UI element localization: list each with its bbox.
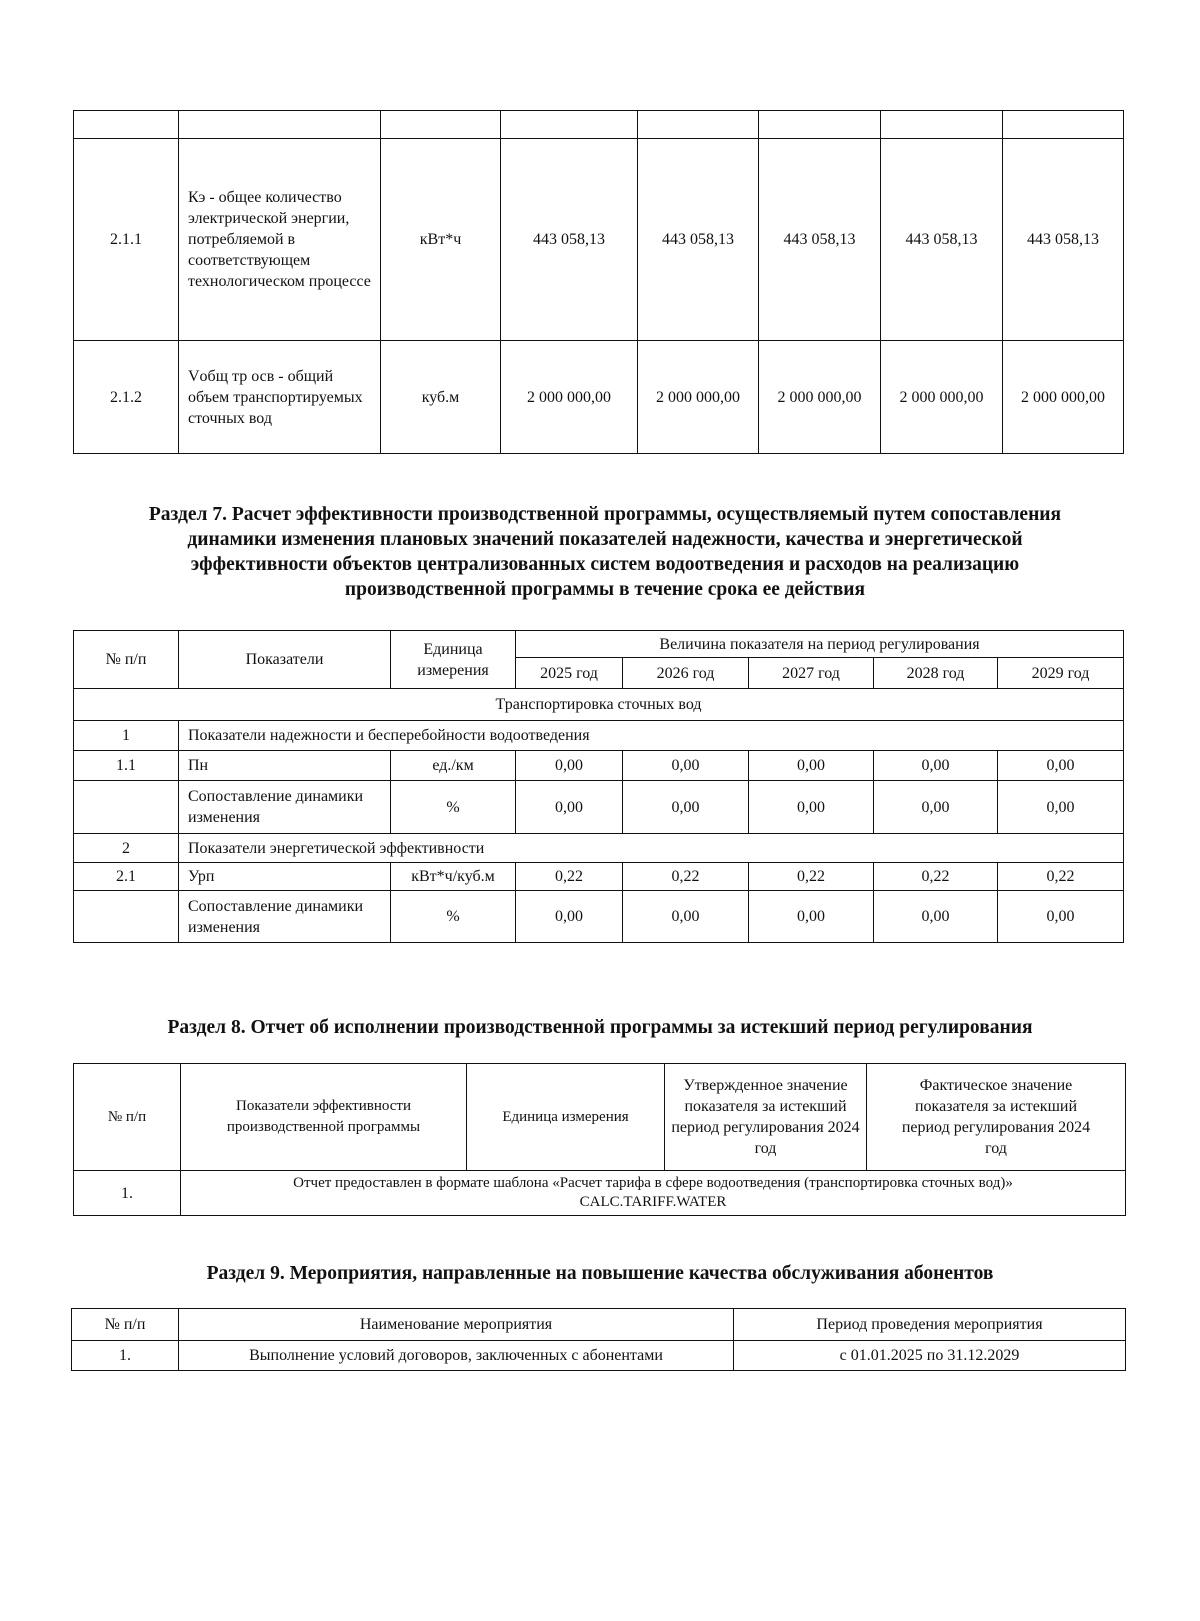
- template-code: CALC.TARIFF.WATER: [579, 1194, 727, 1210]
- unit: кВт*ч/куб.м: [391, 863, 516, 891]
- header-indicators: Показатели эффективности производственной программы: [181, 1064, 467, 1171]
- value: 2 000 000,00: [759, 341, 881, 454]
- row-number: 1: [74, 721, 179, 751]
- value: 0,22: [623, 863, 749, 891]
- header-year: 2028 год: [874, 658, 998, 689]
- table-section9: [71, 1308, 1126, 1371]
- indicator-name: Кэ - общее количество электрической энергии, потребляемой в соответствующем технологическом процессе: [179, 139, 381, 341]
- header-approved-value: Утвержденное значение показателя за истекший период регулирования 2024 год: [665, 1064, 867, 1171]
- row-number: 1.: [74, 1171, 181, 1216]
- section-name: Показатели надежности и бесперебойности водоотведения: [179, 721, 1124, 751]
- header-num: № п/п: [74, 1064, 181, 1171]
- report-text: Отчет предоставлен в формате шаблона «Расчет тарифа в сфере водоотведения (транспортировка сточных вод)»: [293, 1175, 1013, 1191]
- value: 0,00: [623, 891, 749, 943]
- row-number: [74, 891, 179, 943]
- value: 0,00: [998, 751, 1124, 781]
- header-year: 2025 год: [516, 658, 623, 689]
- unit: ед./км: [391, 751, 516, 781]
- header-num: № п/п: [72, 1309, 179, 1341]
- header-year: 2029 год: [998, 658, 1124, 689]
- value: 443 058,13: [501, 139, 638, 341]
- row-number: [74, 781, 179, 834]
- header-period: Величина показателя на период регулирования: [516, 631, 1124, 658]
- row-number: 2.1.2: [74, 341, 179, 454]
- value: 0,00: [998, 891, 1124, 943]
- indicator-name: Vобщ тр осв - общий объем транспортируемых сточных вод: [179, 341, 381, 454]
- section8-title: Раздел 8. Отчет об исполнении производственной программы за истекший период регулирования: [167, 1017, 1033, 1038]
- table-section7: [73, 630, 1124, 943]
- header-year: 2026 год: [623, 658, 749, 689]
- header-year: 2027 год: [749, 658, 874, 689]
- value: 443 058,13: [759, 139, 881, 341]
- header-row: [72, 1309, 1126, 1341]
- indicator-name: Пн: [179, 751, 391, 781]
- header-period: Период проведения мероприятия: [734, 1309, 1126, 1341]
- value: 0,00: [998, 781, 1124, 834]
- value: 0,00: [749, 781, 874, 834]
- header-unit: Единица измерения: [391, 631, 516, 689]
- value: 443 058,13: [1003, 139, 1124, 341]
- value: 443 058,13: [881, 139, 1003, 341]
- unit: куб.м: [381, 341, 501, 454]
- report-note: [181, 1171, 1126, 1216]
- section-name: Показатели энергетической эффективности: [179, 834, 1124, 863]
- unit: %: [391, 781, 516, 834]
- table-row: [74, 111, 1124, 139]
- value: 2 000 000,00: [881, 341, 1003, 454]
- value: 443 058,13: [638, 139, 759, 341]
- value: 0,00: [874, 751, 998, 781]
- row-number: 1.1: [74, 751, 179, 781]
- indicator-name: Сопоставление динамики изменения: [179, 891, 391, 943]
- value: 0,00: [874, 781, 998, 834]
- table-row: [74, 751, 1124, 781]
- row-number: 2.1: [74, 863, 179, 891]
- table-row: [74, 891, 1124, 943]
- value: 0,00: [749, 751, 874, 781]
- header-num: № п/п: [74, 631, 179, 689]
- row-number: 1.: [72, 1341, 179, 1371]
- table-row: [74, 781, 1124, 834]
- value: 0,22: [998, 863, 1124, 891]
- table-row: [74, 863, 1124, 891]
- unit: кВт*ч: [381, 139, 501, 341]
- value: 0,00: [516, 891, 623, 943]
- indicator-name: Сопоставление динамики изменения: [179, 781, 391, 834]
- indicator-name: Урп: [179, 863, 391, 891]
- value: 2 000 000,00: [501, 341, 638, 454]
- header-row: [74, 631, 1124, 658]
- section9-title: Раздел 9. Мероприятия, направленные на повышение качества обслуживания абонентов: [206, 1263, 994, 1284]
- header-row: [74, 1064, 1126, 1171]
- table-row: [72, 1341, 1126, 1371]
- group-row: [74, 689, 1124, 721]
- value: 2 000 000,00: [1003, 341, 1124, 454]
- table-row: [74, 1171, 1126, 1216]
- value: 2 000 000,00: [638, 341, 759, 454]
- table-section6-continuation: [73, 110, 1124, 454]
- value: 0,00: [874, 891, 998, 943]
- value: 0,00: [623, 751, 749, 781]
- header-event-name: Наименование мероприятия: [179, 1309, 734, 1341]
- value: 0,00: [516, 751, 623, 781]
- header-indicators: Показатели: [179, 631, 391, 689]
- row-number: 2: [74, 834, 179, 863]
- value: 0,22: [874, 863, 998, 891]
- table-row: [74, 139, 1124, 341]
- header-actual-value: Фактическое значение показателя за истекший период регулирования 2024 год: [867, 1064, 1126, 1171]
- value: 0,22: [749, 863, 874, 891]
- table-row: [74, 834, 1124, 863]
- value: 0,00: [749, 891, 874, 943]
- table-row: [74, 721, 1124, 751]
- value: 0,22: [516, 863, 623, 891]
- event-period: с 01.01.2025 по 31.12.2029: [734, 1341, 1126, 1371]
- event-name: Выполнение условий договоров, заключенных с абонентами: [179, 1341, 734, 1371]
- row-number: 2.1.1: [74, 139, 179, 341]
- unit: %: [391, 891, 516, 943]
- group-label: Транспортировка сточных вод: [74, 689, 1124, 721]
- table-section8: [73, 1063, 1126, 1216]
- header-unit: Единица измерения: [467, 1064, 665, 1171]
- value: 0,00: [623, 781, 749, 834]
- section7-title: Раздел 7. Расчет эффективности производственной программы, осуществляемый путем сопоставления динамики изменения плановых значений показателей надежности, качества и энергетической эффективности объектов централизованных систем водоотведения и расходов на реализацию производственной программы в течение срока ее действия: [148, 504, 1062, 600]
- value: 0,00: [516, 781, 623, 834]
- table-row: [74, 341, 1124, 454]
